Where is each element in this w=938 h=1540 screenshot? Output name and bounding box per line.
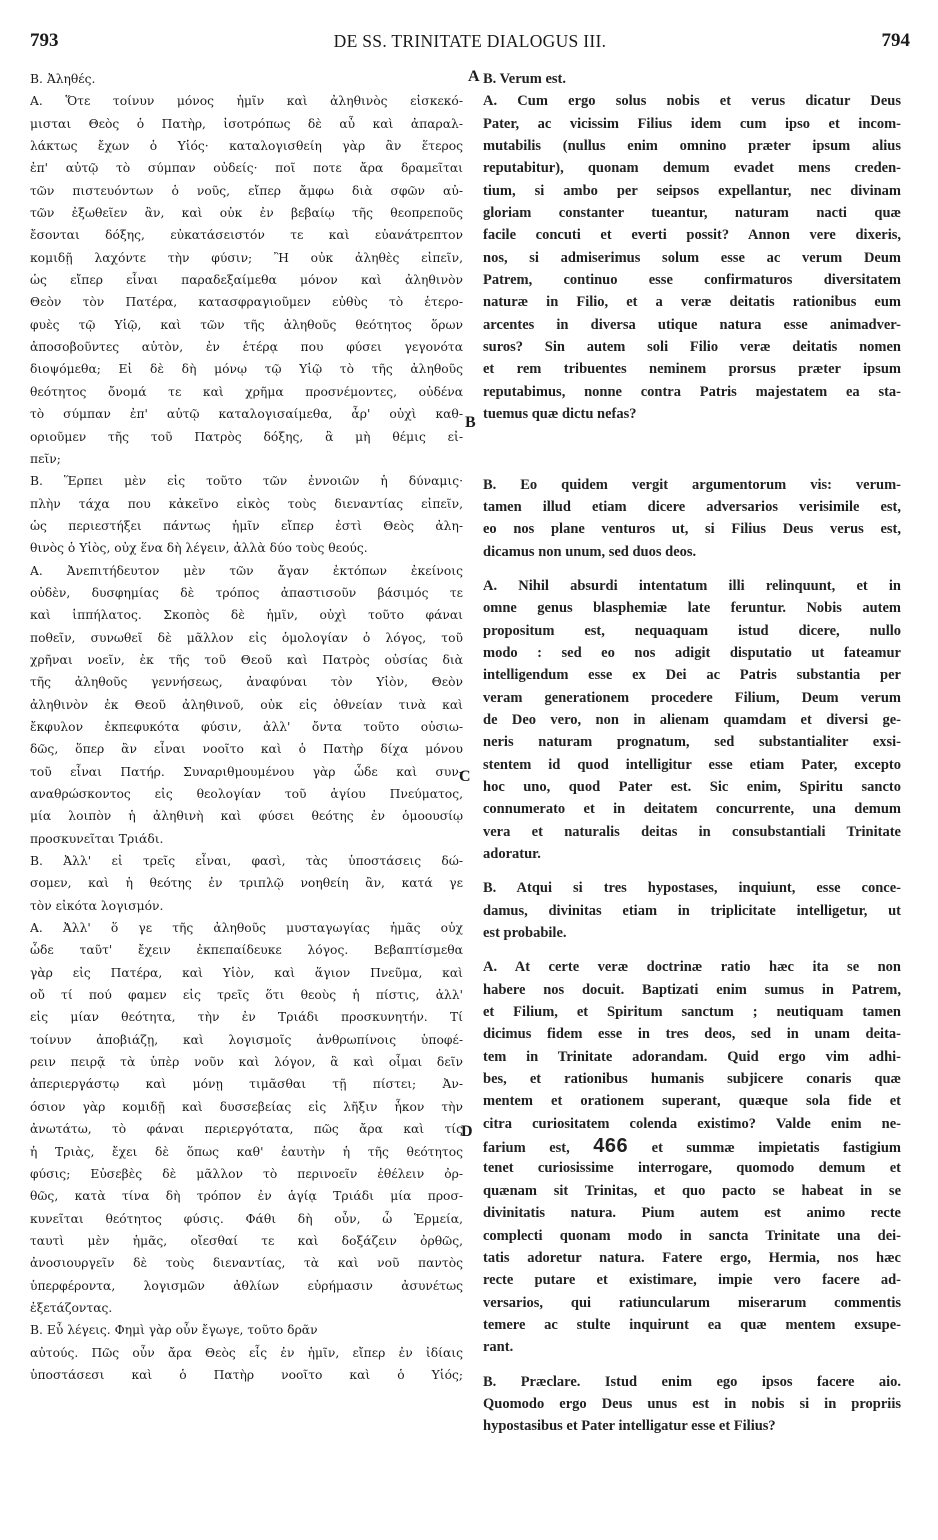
latin-line: rant. <box>483 1339 514 1356</box>
latin-line: nos, si admiserimus solum esse ac verum Deum <box>483 249 901 266</box>
latin-line-part: et summæ impietatis fastigium <box>628 1140 901 1157</box>
latin-line: tium, si ambo per seipsos expellantur, nec divinam <box>483 182 901 199</box>
margin-marker-d: D <box>461 1123 473 1140</box>
latin-line: mutabilis (nullus enim omnino præter ipsum alius <box>483 138 901 155</box>
latin-line: veram generationem procedere Filium, Deum verum <box>483 689 901 706</box>
latin-line: tuemus quæ dictu nefas? <box>483 406 637 423</box>
latin-line: B. Præclare. Istud enim ego ipsos facere aio. <box>483 1373 901 1390</box>
greek-line: ὡς εἴπερ εἶναι παραδεξαίμεθα μόνον καὶ ἀληθινὸν <box>30 273 463 288</box>
latin-line: modo : sed eo nos adigit disputatio ut fateamur <box>483 644 901 661</box>
greek-line: ἔσονται δόξης, εὐκατάσειστόν τε καὶ εὐανάτρεπτον <box>30 228 463 243</box>
latin-line: citra curiositatem colenda existimo? Valde enim ne- <box>483 1115 901 1132</box>
greek-line: τοίνυν ἀποβιάζῃ, καὶ λογισμοῖς ἀνθρωπίνοις ὑποφέ- <box>30 1032 463 1047</box>
greek-line: θῶς, κατὰ τίνα δὴ τρόπον ἐν ἁγίᾳ Τριάδι μία προσ- <box>30 1189 463 1204</box>
greek-line: B. Εὖ λέγεις. Φημὶ γὰρ οὖν ἔγωγε, τοῦτο δρᾶν <box>30 1323 318 1338</box>
latin-line: Patrem, continuo esse confirmaturos diversitatem <box>483 272 901 289</box>
latin-line: arcentes in diversa utique natura esse animadver- <box>483 316 901 333</box>
latin-line: intelligendum esse ex Dei ac Patris substantia per <box>483 667 901 684</box>
latin-line: hoc uno, quod Pater est. Sic enim, Spiritu sancto <box>483 778 901 795</box>
column-number-466: 466 <box>593 1135 629 1158</box>
margin-marker-c: C <box>459 768 471 785</box>
greek-line: ἀποσοβοῦντες αὐτὸν, ἐν ἑτέρᾳ που φύσει γεγονότα <box>30 340 463 355</box>
greek-line: τῶν πιστευόντων ὁ νοῦς, εἴπερ ἄμφω διὰ σφῶν αὐ- <box>30 183 463 198</box>
greek-line: φυὲς τῷ Υἱῷ, καὶ τῶν τῆς ἀληθοῦς θεότητος ὅρων <box>30 317 463 332</box>
greek-line: ὧδε ταῦτ' ἔχειν ἐκπεπαίδευκε λόγος. Βεβαπτίσμεθα <box>30 943 463 958</box>
latin-line <box>483 1135 901 1157</box>
greek-line: καὶ ἱππήλατος. Σκοπὸς δὲ ἡμῖν, οὐχὶ τοῦτο φάναι <box>30 608 463 623</box>
greek-line: B. Ἀληθές. <box>30 72 96 86</box>
greek-line: ὑποστάσεσι καὶ ὁ Πατὴρ νοοῖτο καὶ ὁ Υἱός; <box>30 1367 463 1382</box>
latin-line: divinitatis natura. Pium autem est animo recte <box>483 1205 901 1222</box>
latin-line: tem in Trinitate adorandam. Quid ergo vim adhi- <box>483 1048 901 1065</box>
greek-line: διοψόμεθα; Εἰ δὲ δὴ μόνῳ τῷ Υἱῷ τὸ τῆς ἀληθοῦς <box>30 362 463 377</box>
latin-line: et rem tribuentes neminem prorsus præter ipsum <box>483 361 901 378</box>
greek-line: A. Ἀλλ' ὅ γε τῆς ἀληθοῦς μυσταγωγίας ἡμᾶς οὐχ <box>30 921 463 936</box>
latin-line: naturæ in Filio, et a veræ deitatis rationibus eum <box>483 294 901 311</box>
latin-line: hypostasibus et Pater intelligatur esse et Filius? <box>483 1418 776 1435</box>
latin-line: de Deo vero, non in alienam quamdam et diversi ge- <box>483 711 901 728</box>
latin-line: Pater, ac vicissim Filius idem cum ipso et incom- <box>483 115 901 132</box>
greek-line: ἀνοσιουργεῖν δὲ τοὺς διεναντίας, τὰ καὶ νοῦ παντὸς <box>30 1256 463 1271</box>
latin-line: habere nos docuit. Baptizati enim sumus in Patrem, <box>483 981 901 998</box>
latin-line: reputabitur), quonam demum evadet mens creden- <box>483 160 901 177</box>
paragraph-gap <box>483 944 901 956</box>
page-number-left: 793 <box>30 30 59 51</box>
greek-line: μισται Θεὸς ὁ Πατὴρ, ἰσοτρόπως δὲ αὖ καὶ ἀπαραλ- <box>30 116 463 131</box>
greek-line: τὸν εἰκότα λογισμόν. <box>30 898 164 913</box>
latin-line: mentem et orationem superant, quæque sola fide et <box>483 1093 901 1110</box>
greek-line: λάκτως ἔχων ὁ Υἱός· καταλογισθείη γὰρ ἂν ἕτερος <box>30 139 463 154</box>
greek-line: ὡς περιεστήξει πάντως ἡμῖν εἴπερ ἐστὶ Θεὸς ἀλη- <box>30 518 463 533</box>
latin-line: est probabile. <box>483 925 567 942</box>
latin-line: et Filium, et Spiritum sanctum ; neutiquam tamen <box>483 1004 901 1021</box>
greek-line: ἔκφυλον ἐκπεφυκότα φύσιν, ἀλλ' ὄντα τοῦτο οὐσιω- <box>30 719 463 734</box>
greek-line: A. Ἀνεπιτήδευτον μὲν τῶν ἄγαν ἐκτόπων ἐκείνοις <box>30 563 463 578</box>
latin-line-part: farium est, <box>483 1140 594 1157</box>
greek-line: οριοῦμεν τῆς τοῦ Πατρὸς δόξης, ἃ μὴ θέμις εἰ- <box>30 429 463 444</box>
page-number-right: 794 <box>881 30 910 51</box>
greek-line: εἰς μίαν θεότητα, τὴν ἐν Τριάδι προσκυνητήν. Τί <box>30 1010 463 1025</box>
greek-line: οὐδὲν, δυσφημίας δὲ τρόπος ἀπαστισοῦν βάσιμός τε <box>30 585 463 600</box>
paragraph-gap <box>483 563 901 575</box>
paragraph-gap <box>483 865 901 877</box>
latin-line: facile concuti et everti possit? Annon vere dixeris, <box>483 227 901 244</box>
latin-line: temere ac stulte inquirunt ea quæ mentem exsupe- <box>483 1316 901 1333</box>
latin-line: B. Atqui si tres hypostases, inquiunt, esse conce- <box>483 880 901 897</box>
greek-line: οὔ τί πού φαμεν εἰς τρεῖς ὅτι θεοὺς ἡ πίστις, ἀλλ' <box>30 988 463 1003</box>
latin-text-column <box>483 68 901 1438</box>
latin-line: adoratur. <box>483 846 541 862</box>
latin-line: suros? Sin autem soli Filio veræ deitatis nomen <box>483 339 901 356</box>
latin-line: damus, divinitas etiam in triplicitate intelligetur, ut <box>483 902 901 919</box>
latin-line: tatis adoretur natura. Fatere ergo, Hermia, nos hæc <box>483 1249 901 1266</box>
latin-line: Quomodo ergo Deus unus est in nobis si in propriis <box>483 1395 901 1412</box>
margin-marker-b: B <box>465 414 476 431</box>
paragraph-gap <box>483 426 901 474</box>
latin-line: A. Nihil absurdi intentatum illi relinquunt, et in <box>483 577 901 594</box>
greek-line: ρειν πειρᾷ τὰ ὑπὲρ νοῦν καὶ λόγον, ἃ καὶ οἶμαι δεῖν <box>30 1055 463 1070</box>
greek-line: χρῆναι νοεῖν, ἐκ τῆς τοῦ Θεοῦ καὶ Πατρὸς οὐσίας διὰ <box>30 652 463 667</box>
latin-line: propositum est, nequaquam istud dicere, nullo <box>483 622 901 639</box>
greek-line: τῶν ἐξωθεῖεν ἂν, καὶ οὐκ ἐν βεβαίῳ τῆς θεοπρεποῦς <box>30 206 463 221</box>
greek-line: θεότητος ὄνομά τε καὶ χρῆμα προσνέμοντες, οὐδένα <box>30 384 463 399</box>
greek-line: A. Ὅτε τοίνυν μόνος ἡμῖν καὶ ἀληθινὸς εἰσκεκό- <box>30 94 463 109</box>
margin-marker-a: A <box>468 68 480 85</box>
greek-line: ὑπερφέροντα, λογισμῶν ἀθλίων εὑρήμασιν ἀσυνέτως <box>30 1278 463 1293</box>
greek-line: όσιον γὰρ κομιδῇ καὶ δυσσεβείας εἰς λῆξιν ἧκον τὴν <box>30 1099 463 1114</box>
latin-line: neris naturam prognatum, sed substantialiter exsi- <box>483 734 901 751</box>
running-header <box>30 30 910 56</box>
greek-line: δῶς, ὅπερ ἂν εἶναι νοοῖτο καὶ ὁ Πατὴρ δίχα μόνου <box>30 742 463 757</box>
greek-line: γὰρ εἰς Πατέρα, καὶ Υἱὸν, καὶ ἅγιον Πνεῦμα, καὶ <box>30 965 463 980</box>
greek-line: τῆς ἀληθοῦς γεννήσεως, ἀναφύναι τὸν Υἱὸν, Θεὸν <box>30 675 463 690</box>
greek-line: μία λοιπὸν ἡ ἀληθινὴ καὶ φύσει θεότης ἐν ὁμοουσίῳ <box>30 809 463 824</box>
greek-line: τὸ σύμπαν ἐπ' αὐτῷ καταλογισαίμεθα, ἆρ' οὐχὶ καθ- <box>30 407 463 422</box>
latin-line: tamen illud etiam dicere adversarios verisimile est, <box>483 498 901 515</box>
paragraph-gap <box>483 1359 901 1371</box>
greek-line: κομιδῇ λαχόντε τὴν φύσιν; Ἢ οὐκ ἀληθὲς εἰπεῖν, <box>30 250 463 265</box>
latin-line: quænam sit Trinitas, et quo pacto se habeat in se <box>483 1182 901 1199</box>
latin-line: bes, et rationibus humanis subjicere conaris quæ <box>483 1071 901 1088</box>
greek-line: ἐξετάζοντας. <box>30 1300 113 1315</box>
latin-line: tenet curiosissime interrogare, quomodo demum et <box>483 1160 901 1177</box>
latin-line: B. Eo quidem vergit argumentorum vis: verum- <box>483 476 901 493</box>
greek-line: ἡ Τριὰς, ἔχει δὲ ὅπως καθ' ἑαυτὴν ἡ τῆς θεότητος <box>30 1144 463 1159</box>
greek-line: ποθεῖν, συνωθεῖ δὲ μᾶλλον εἰς ὁμολογίαν ὁ λόγος, τοῦ <box>30 630 463 645</box>
greek-line: αναθρώσκοντος εἰς θεολογίαν τοῦ ἁγίου Πνεύματος, <box>30 787 463 801</box>
greek-line: B. Ἀλλ' εἰ τρεῖς εἶναι, φασὶ, τὰς ὑποστάσεις δώ- <box>30 854 463 869</box>
latin-line: A. At certe veræ doctrinæ ratio hæc ita se non <box>483 959 901 976</box>
latin-line: omne genus blasphemiæ late feruntur. Nobis autem <box>483 600 901 617</box>
greek-line: ἀνωτάτω, τὸ φάναι περιεργότατα, πῶς ἄρα καὶ τίς <box>30 1122 463 1137</box>
latin-line: complecti quonam modo in sancta Trinitate una dei- <box>483 1227 901 1244</box>
greek-line: θινὸς ὁ Υἱὸς, οὐχ ἕνα δὴ λέγειν, ἀλλὰ δύο τοὺς θεούς. <box>30 541 368 556</box>
latin-line: versarios, qui ratiuncularum miserarum commentis <box>483 1294 901 1311</box>
greek-line: τοῦ εἶναι Πατήρ. Συναριθμουμένου γὰρ ὧδε καὶ συν- <box>30 764 463 779</box>
latin-line: recte putare et existimare, impie vero facere ad- <box>483 1272 901 1289</box>
greek-line: ἀπεριεργάστῳ καὶ μόνῃ τιμᾶσθαι τῇ πίστει; Ἀν- <box>30 1077 463 1092</box>
latin-line: reputabimus, nonne contra Patris majestatem ea sta- <box>483 383 901 400</box>
greek-line: σομεν, καὶ ἡ θεότης ἐν τριπλῷ νοηθείη ἂν, κατά γε <box>30 876 463 891</box>
latin-line: dicamus non unum, sed duos deos. <box>483 543 697 560</box>
greek-line: ἐπ' αὐτῷ τὸ σύμπαν οὐδείς· ποῖ ποτε ἄρα δραμεῖται <box>30 161 463 176</box>
greek-line: πλὴν τάχα που κἀκεῖνο εἰκὸς τοὺς διεναντίας εἰπεῖν, <box>30 496 463 511</box>
running-title: DE SS. TRINITATE DIALOGUS III. <box>333 31 607 51</box>
greek-line: προσκυνεῖται Τριάδι. <box>30 831 164 846</box>
greek-line: αὐτούς. Πῶς οὖν ἄρα Θεὸς εἷς ἐν ἡμῖν, εἴπερ ἐν ἰδίαις <box>30 1345 463 1360</box>
latin-line: gloriam constanter tueantur, naturam nacti quæ <box>483 205 901 222</box>
greek-line: B. Ἕρπει μὲν εἰς τοῦτο τῶν ἐννοιῶν ἡ δύναμις· <box>30 474 463 489</box>
greek-line: Θεὸν τὸν Πατέρα, κατασφραγιοῦμεν εὐθὺς τὸ ἑτερο- <box>30 295 463 310</box>
latin-line: B. Verum est. <box>483 71 566 87</box>
greek-line: πεῖν; <box>30 451 61 466</box>
greek-text-column <box>30 68 463 1386</box>
greek-line: κυνεῖται θεότητος φύσις. Φάθι δὴ οὖν, ὦ Ἑρμεία, <box>30 1211 463 1226</box>
latin-line: stentem id quod intelligitur esse etiam Pater, excepto <box>483 756 901 773</box>
latin-line: dicimus fidem esse in tres deos, sed in unam deita- <box>483 1026 901 1043</box>
greek-line: ἀληθινὸν ἐκ Θεοῦ ἀληθινοῦ, οὐκ εἰς ὀθνείαν τινὰ καὶ <box>30 697 463 712</box>
greek-line: ταυτὶ μὲν ἡμᾶς, οἴεσθαί τε καὶ δοξάζειν ὀρθῶς, <box>30 1233 463 1248</box>
latin-line: eo nos plane venturos ut, si Filius Deus verus est, <box>483 521 901 538</box>
latin-line: vera et naturalis deitas in consubstantiali Trinitate <box>483 823 901 840</box>
latin-line: connumerato et in deitatem concurrente, una demum <box>483 801 901 818</box>
latin-line: A. Cum ergo solus nobis et verus dicatur Deus <box>483 93 901 110</box>
greek-line: φύσις; Εὐσεβὲς δὲ μᾶλλον τὸ περινοεῖν ἐθέλειν ὀρ- <box>30 1166 463 1181</box>
